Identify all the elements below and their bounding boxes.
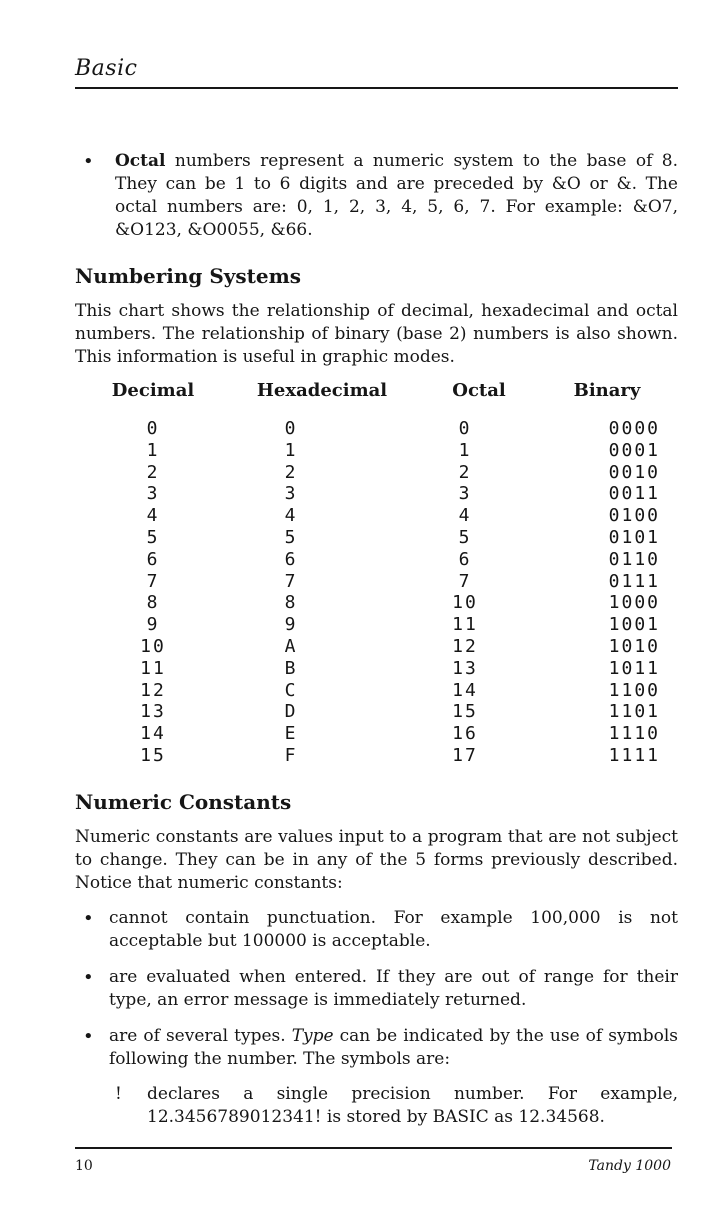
- cell-hex: 9: [284, 614, 298, 636]
- cell-octal: 6: [458, 548, 472, 570]
- cell-octal: 7: [458, 570, 472, 592]
- cell-decimal: 13: [140, 701, 166, 723]
- cell-decimal: 4: [146, 505, 160, 527]
- header-title: Basic: [75, 56, 138, 81]
- table-row: [0, 701, 724, 723]
- cell-binary: 1111: [608, 744, 660, 766]
- table-row: [0, 592, 724, 614]
- cell-octal: 3: [458, 483, 472, 505]
- table-row: [0, 462, 724, 484]
- cell-hex: F: [284, 744, 298, 766]
- cell-hex: E: [284, 723, 298, 745]
- cell-octal: 16: [452, 723, 478, 745]
- cell-octal: 11: [452, 614, 478, 636]
- cell-octal: 5: [458, 526, 472, 548]
- table-row: [0, 483, 724, 505]
- cell-hex: D: [284, 701, 298, 723]
- cell-decimal: 1: [146, 439, 160, 461]
- cell-octal: 4: [458, 505, 472, 527]
- col-decimal: Decimal: [111, 380, 195, 401]
- cell-hex: 1: [284, 439, 298, 461]
- page-number: 10: [75, 1158, 93, 1174]
- cell-octal: 12: [452, 635, 478, 657]
- cell-decimal: 7: [146, 570, 160, 592]
- col-octal: Octal: [452, 380, 506, 401]
- cell-decimal: 14: [140, 723, 166, 745]
- cell-decimal: 2: [146, 461, 160, 483]
- bullet-icon: •: [83, 151, 94, 172]
- numbering-intro: This chart shows the relationship of decimal, hexadecimal and octal numbers. The relationship of binary (base 2) numbers is also shown. This information is useful in graphic modes.: [75, 301, 678, 367]
- cell-binary: 1011: [608, 657, 660, 679]
- cell-decimal: 11: [140, 657, 166, 679]
- bullet-icon: •: [83, 1026, 94, 1047]
- cell-binary: 0101: [608, 526, 660, 548]
- type-term: Type: [291, 1026, 334, 1046]
- cell-hex: 3: [284, 483, 298, 505]
- table-row: [0, 614, 724, 636]
- bullet-text: are of several types.: [109, 1026, 292, 1046]
- table-row: [0, 680, 724, 702]
- footer-divider: [75, 1147, 672, 1149]
- table-row: [0, 418, 724, 440]
- table-row: [0, 571, 724, 593]
- cell-binary: 0100: [608, 505, 660, 527]
- col-binary: Binary: [573, 380, 641, 401]
- cell-decimal: 10: [140, 635, 166, 657]
- octal-bullet: [75, 150, 678, 242]
- bullet-text: are evaluated when entered. If they are out of range for their type, an error message is immediately returned.: [109, 967, 678, 1010]
- cell-decimal: 15: [140, 744, 166, 766]
- cell-hex: B: [284, 657, 298, 679]
- bullet-icon: •: [83, 967, 94, 988]
- table-row: [0, 505, 724, 527]
- cell-binary: 1010: [608, 635, 660, 657]
- col-hexadecimal: Hexadecimal: [256, 380, 388, 401]
- cell-hex: C: [284, 679, 298, 701]
- cell-octal: 17: [452, 744, 478, 766]
- cell-binary: 1100: [608, 679, 660, 701]
- number-table: [0, 418, 724, 767]
- cell-decimal: 0: [146, 418, 160, 439]
- cell-decimal: 9: [146, 614, 160, 636]
- cell-hex: A: [284, 635, 298, 657]
- octal-text: numbers represent a numeric system to the base of 8. They can be 1 to 6 digits and are preceded by &O or &. The octal numbers are: 0, 1, 2, 3, 4, 5, 6, 7. For example: &O7, &O123, &O0055, &66.: [115, 151, 678, 240]
- constants-bullet-punctuation: [75, 907, 678, 953]
- symbol-text: declares a single precision number. For example, 12.3456789012341! is stored by BASIC as 12.34568.: [147, 1084, 678, 1127]
- bullet-text-rest: can be indicated by the use of symbols following the number. The symbols are:: [109, 1026, 678, 1069]
- cell-binary: 0111: [608, 570, 660, 592]
- table-row: [0, 723, 724, 745]
- cell-binary: 1101: [608, 701, 660, 723]
- cell-binary: 0000: [608, 418, 660, 439]
- cell-decimal: 8: [146, 592, 160, 614]
- cell-binary: 0011: [608, 483, 660, 505]
- table-row: [0, 636, 724, 658]
- cell-decimal: 5: [146, 526, 160, 548]
- octal-term: Octal: [115, 151, 166, 171]
- table-row: [0, 549, 724, 571]
- bullet-icon: •: [83, 908, 94, 929]
- cell-octal: 15: [452, 701, 478, 723]
- cell-hex: 0: [284, 418, 298, 439]
- cell-binary: 0010: [608, 461, 660, 483]
- cell-octal: 1: [458, 439, 472, 461]
- cell-octal: 13: [452, 657, 478, 679]
- footer-brand: Tandy 1000: [588, 1158, 671, 1174]
- cell-binary: 0001: [608, 439, 660, 461]
- cell-octal: 0: [458, 418, 472, 439]
- cell-binary: 1001: [608, 614, 660, 636]
- constants-bullet-evaluated: [75, 966, 678, 1012]
- cell-decimal: 12: [140, 679, 166, 701]
- cell-decimal: 6: [146, 548, 160, 570]
- cell-binary: 1000: [608, 592, 660, 614]
- constants-bullet-types: [75, 1025, 678, 1071]
- cell-binary: 1110: [608, 723, 660, 745]
- cell-octal: 14: [452, 679, 478, 701]
- symbol-glyph: !: [115, 1084, 122, 1104]
- table-row: [0, 745, 724, 767]
- table-row: [0, 440, 724, 462]
- header-divider: [75, 87, 678, 89]
- cell-decimal: 3: [146, 483, 160, 505]
- cell-hex: 4: [284, 505, 298, 527]
- cell-hex: 2: [284, 461, 298, 483]
- table-row: [0, 527, 724, 549]
- cell-octal: 10: [452, 592, 478, 614]
- table-row: [0, 658, 724, 680]
- numeric-constants-heading: Numeric Constants: [75, 790, 292, 814]
- cell-hex: 8: [284, 592, 298, 614]
- numeric-constants-intro: Numeric constants are values input to a program that are not subject to change. They can be in any of the 5 forms previously described. Notice that numeric constants:: [75, 827, 678, 893]
- cell-hex: 6: [284, 548, 298, 570]
- cell-octal: 2: [458, 461, 472, 483]
- cell-binary: 0110: [608, 548, 660, 570]
- bullet-text: cannot contain punctuation. For example 100,000 is not acceptable but 100000 is acceptable.: [109, 908, 678, 951]
- symbol-item-single-precision: [115, 1083, 678, 1129]
- numbering-systems-heading: Numbering Systems: [75, 264, 302, 288]
- cell-hex: 5: [284, 526, 298, 548]
- cell-hex: 7: [284, 570, 298, 592]
- number-table-header: [0, 380, 724, 406]
